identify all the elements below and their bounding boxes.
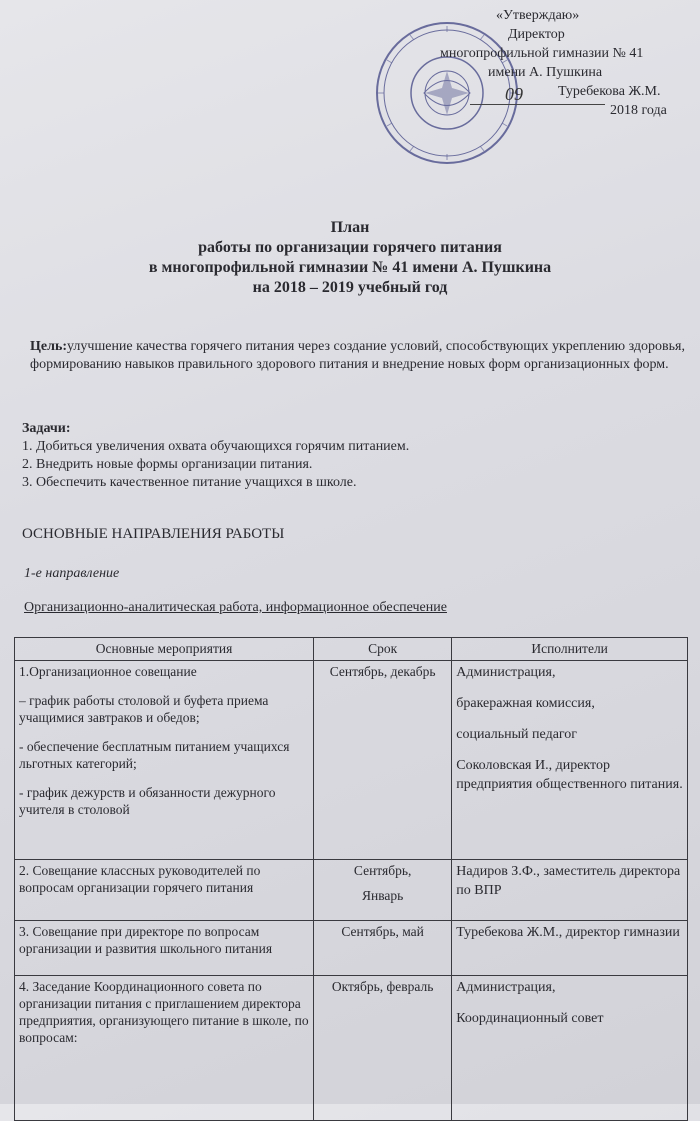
cell-text: Администрация, <box>456 665 556 680</box>
approval-line-1: «Утверждаю» <box>496 8 580 23</box>
cell-text: Январь <box>361 888 404 903</box>
title-line-3: в многопрофильной гимназии № 41 имени А. Пушкина <box>148 259 552 276</box>
section-heading: ОСНОВНЫЕ НАПРАВЛЕНИЯ РАБОТЫ <box>22 526 285 542</box>
cell-text: Соколовская И., директор предприятия общественного питания. <box>456 758 683 792</box>
handwritten-date: 09 <box>505 84 523 104</box>
table-cell <box>452 661 688 860</box>
cell-text: Сентябрь, <box>353 863 412 878</box>
table-cell: 2. Совещание классных руководителей по вопросам организации горячего питания <box>15 860 314 921</box>
table-cell: Октябрь, февраль <box>314 976 452 1121</box>
document-title <box>0 218 700 298</box>
table-cell: 3. Совещание при директоре по вопросам организации и развития школьного питания <box>15 921 314 976</box>
column-header: Срок <box>314 638 452 661</box>
cell-text: бракеражная комиссия, <box>456 696 595 711</box>
cell-text: 1.Организационное совещание <box>19 664 197 679</box>
task-item: 1. Добиться увеличения охвата обучающихся горячим питанием. <box>22 439 410 454</box>
cell-text: - обеспечение бесплатным питанием учащихся льготных категорий; <box>19 739 290 771</box>
task-item: 3. Обеспечить качественное питание учащихся в школе. <box>22 475 357 490</box>
table-row <box>15 661 688 860</box>
column-header: Основные мероприятия <box>15 638 314 661</box>
table-header-row <box>15 638 688 661</box>
table-cell <box>314 860 452 921</box>
signature-line <box>470 104 605 105</box>
tasks-heading: Задачи: <box>22 421 71 436</box>
title-line-2: работы по организации горячего питания <box>198 239 502 256</box>
table-cell <box>452 976 688 1121</box>
approval-block <box>440 6 690 120</box>
table-row <box>15 860 688 921</box>
approval-line-5: Туребекова Ж.М. <box>558 84 661 99</box>
cell-text: Администрация, <box>456 980 556 995</box>
table-cell <box>15 661 314 860</box>
task-item: 2. Внедрить новые формы организации питания. <box>22 457 313 472</box>
cell-text: Координационный совет <box>456 1011 604 1026</box>
tasks-block <box>22 420 682 492</box>
title-line-4: на 2018 – 2019 учебный год <box>252 279 448 296</box>
cell-text: социальный педагог <box>456 727 578 742</box>
subheading: Организационно-аналитическая работа, информационное обеспечение <box>24 600 447 615</box>
approval-line-3: многопрофильной гимназии № 41 <box>440 46 644 61</box>
table-row <box>15 976 688 1121</box>
cell-text: – график работы столовой и буфета приема учащимися завтраков и обедов; <box>19 693 269 725</box>
table-cell: Туребекова Ж.М., директор гимназии <box>452 921 688 976</box>
title-line-1: План <box>330 219 370 236</box>
goal-label: Цель: <box>30 339 68 354</box>
table-cell <box>314 661 452 860</box>
goal-paragraph <box>30 338 685 374</box>
cell-text: - график дежурств и обязанности дежурного учителя в столовой <box>19 785 276 817</box>
cell-text: Сентябрь, декабрь <box>329 664 436 679</box>
table-row <box>15 921 688 976</box>
table-cell: 4. Заседание Координационного совета по организации питания с приглашением директора предприятия, организующего питание в школе, по вопросам: <box>15 976 314 1121</box>
goal-text: улучшение качества горячего питания через создание условий, способствующих укреплению здоровья, формированию навыков правильного здорового питания и внедрение новых форм организационных форм. <box>30 339 685 372</box>
approval-line-6: 2018 года <box>610 103 667 118</box>
approval-line-2: Директор <box>508 27 565 42</box>
column-header: Исполнители <box>452 638 688 661</box>
table-cell: Надиров З.Ф., заместитель директора по ВПР <box>452 860 688 921</box>
table-cell: Сентябрь, май <box>314 921 452 976</box>
direction-label: 1-е направление <box>24 566 120 581</box>
approval-line-4: имени А. Пушкина <box>488 65 603 80</box>
plan-table <box>14 637 688 1121</box>
